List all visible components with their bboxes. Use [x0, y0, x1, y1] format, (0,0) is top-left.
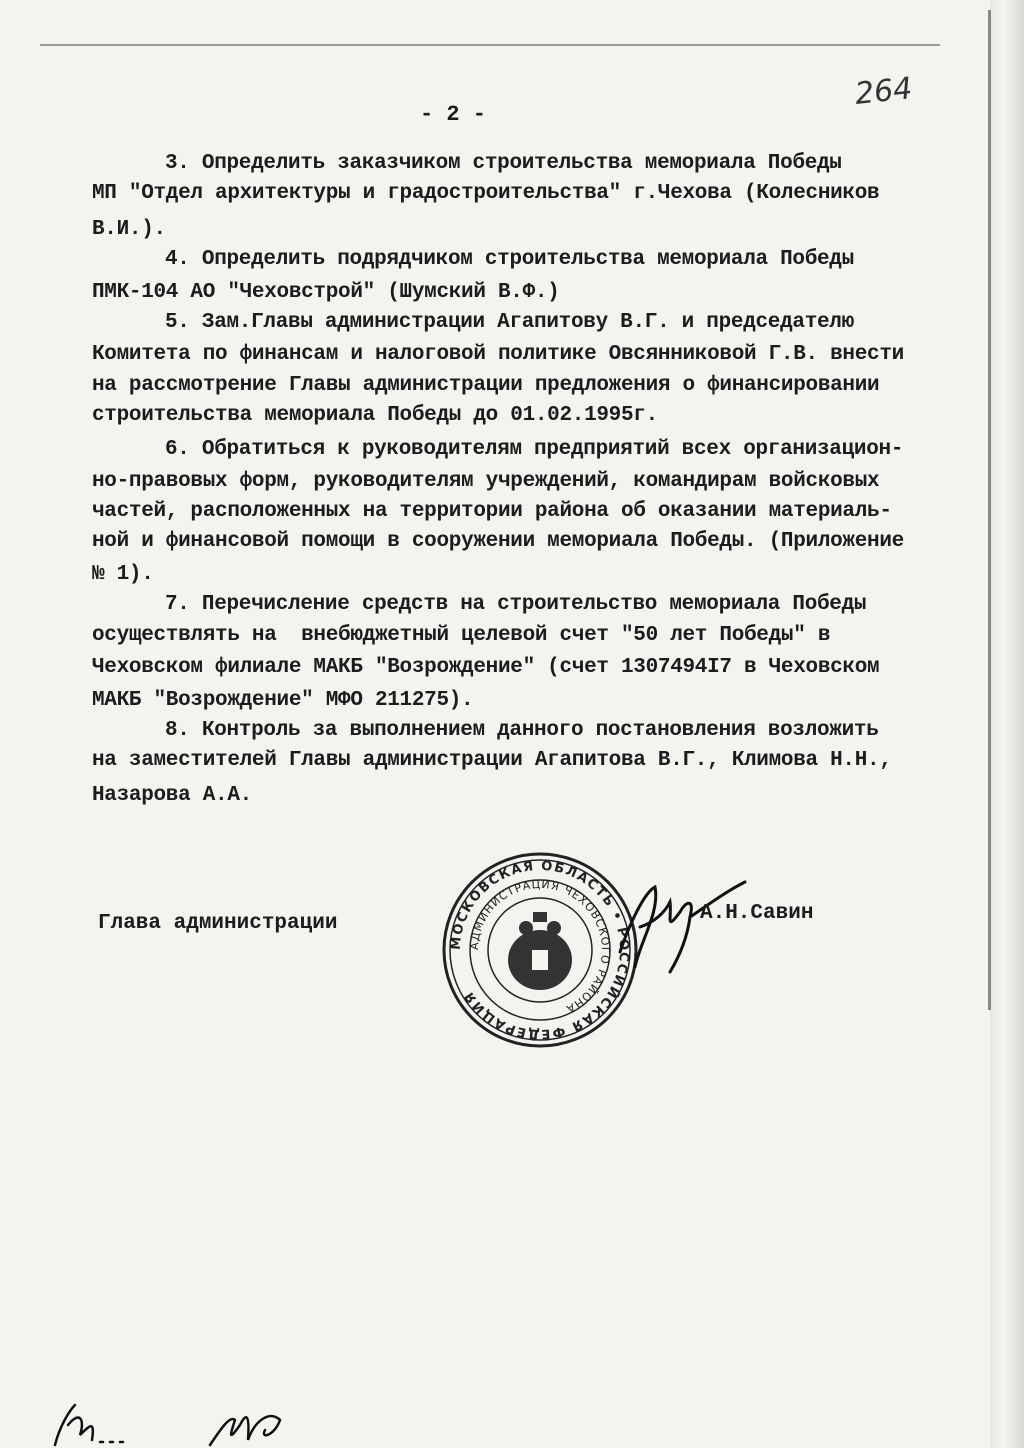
handwritten-signature: [610, 872, 750, 982]
sheet-number: 264: [853, 71, 914, 112]
paragraph-line: на заместителей Главы администрации Агапитова В.Г., Климова Н.Н.,: [92, 749, 892, 772]
paragraph-line: строительства мемориала Победы до 01.02.1995г.: [92, 404, 658, 427]
paragraph-line: ной и финансовой помощи в сооружении мемориала Победы. (Приложение: [92, 530, 904, 553]
paragraph-first-line: 8. Контроль за выполнением данного постановления возложить: [165, 719, 879, 742]
paragraph-first-line: 5. Зам.Главы администрации Агапитову В.Г. и председателю: [165, 311, 854, 334]
paragraph-line: № 1).: [92, 563, 154, 586]
paragraph-line: МП "Отдел архитектуры и градостроительства" г.Чехова (Колесников: [92, 182, 880, 205]
paragraph-line: но-правовых форм, руководителям учреждений, командирам войсковых: [92, 470, 880, 493]
page-number: - 2 -: [420, 102, 487, 127]
paragraph-first-line: 3. Определить заказчиком строительства мемориала Победы: [165, 152, 842, 175]
paragraph-line: Комитета по финансам и налоговой политике Овсянниковой Г.В. внести: [92, 343, 904, 366]
binding-edge-line: [988, 10, 991, 1010]
paragraph-line: ПМК-104 АО "Чеховстрой" (Шумский В.Ф.): [92, 281, 560, 304]
paragraph-first-line: 6. Обратиться к руководителям предприятий всех организацион-: [165, 438, 904, 461]
paragraph-first-line: 4. Определить подрядчиком строительства мемориала Победы: [165, 248, 854, 271]
handwritten-initials: [30, 1400, 310, 1448]
signatory-title: Глава администрации: [98, 912, 338, 935]
paragraph-line: Назарова А.А.: [92, 784, 252, 807]
top-rule: [40, 44, 940, 46]
paragraph-line: на рассмотрение Главы администрации предложения о финансировании: [92, 374, 880, 397]
seal-outer-text: МОСКОВСКАЯ ОБЛАСТЬ • РОССИЙСКАЯ ФЕДЕРАЦИЯ: [448, 858, 632, 1042]
paragraph-line: Чеховском филиале МАКБ "Возрождение" (счет 1307494I7 в Чеховском: [92, 656, 880, 679]
page-edge: [990, 0, 1024, 1448]
paragraph-line: МАКБ "Возрождение" МФО 211275).: [92, 689, 474, 712]
paragraph-line: частей, расположенных на территории района об оказании материаль-: [92, 500, 892, 523]
paragraph-line: осуществлять на внебюджетный целевой счет "50 лет Победы" в: [92, 624, 831, 647]
signatory-name: А.Н.Савин: [700, 902, 814, 925]
paragraph-first-line: 7. Перечисление средств на строительство мемориала Победы: [165, 593, 867, 616]
paragraph-line: В.И.).: [92, 218, 166, 241]
seal-inner-text: АДМИНИСТРАЦИЯ ЧЕХОВСКОГО РАЙОНА: [467, 877, 613, 1016]
double-headed-eagle-icon: [508, 912, 572, 990]
